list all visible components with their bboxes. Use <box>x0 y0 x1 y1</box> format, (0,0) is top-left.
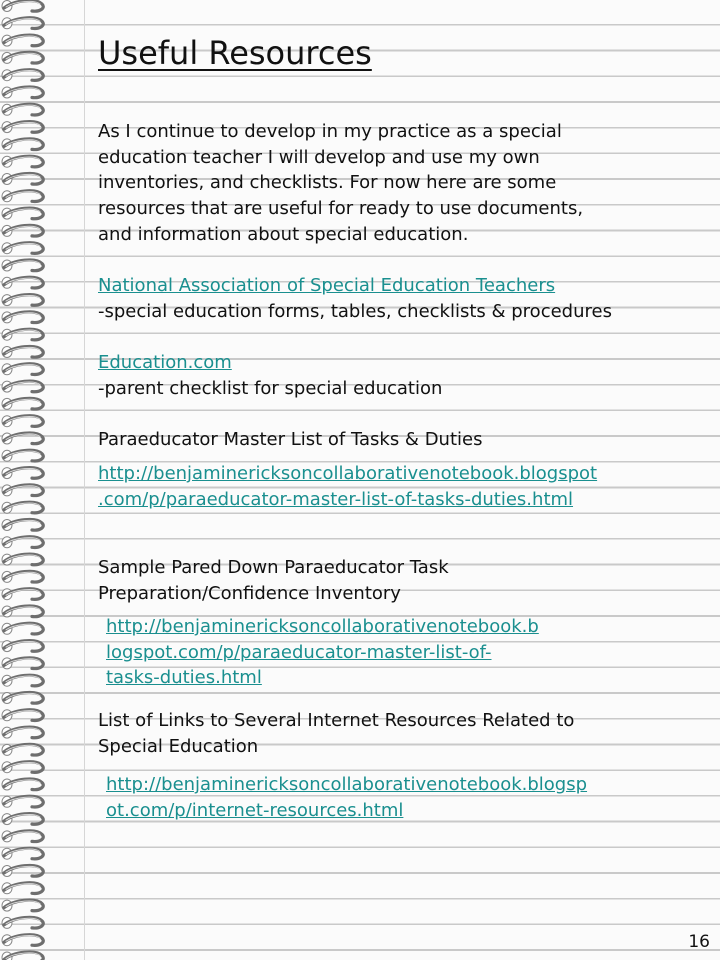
resource-internet-heading <box>98 708 574 759</box>
resource-education-com <box>98 350 442 401</box>
spiral-binding-icon <box>0 0 60 960</box>
education-com-link[interactable]: Education.com <box>98 352 232 373</box>
url-line: logspot.com/p/paraeducator-master-list-of- <box>106 641 492 663</box>
url-line: http://benjaminericksoncollaborativenotebook.blogspot <box>98 463 598 484</box>
margin-line <box>84 0 85 960</box>
url-line: .com/p/paraeducator-master-list-of-tasks-duties.html <box>98 488 574 510</box>
resource-inventory-heading <box>98 555 449 606</box>
url-line: http://benjaminericksoncollaborativenotebook.blogsp <box>106 774 588 795</box>
naset-description: -special education forms, tables, checklists & procedures <box>98 300 612 322</box>
intro-line: and information about special education. <box>98 223 469 245</box>
url-line: tasks-duties.html <box>106 667 262 689</box>
intro-line: education teacher I will develop and use my own <box>98 146 540 168</box>
page-number: 16 <box>688 932 710 952</box>
master-list-url[interactable] <box>98 461 597 512</box>
heading-line: List of Links to Several Internet Resources Related to <box>98 710 575 731</box>
resource-master-list-heading: Paraeducator Master List of Tasks & Duties <box>98 429 483 450</box>
intro-paragraph <box>98 119 583 248</box>
url-line: ot.com/p/internet-resources.html <box>106 799 404 821</box>
education-com-description: -parent checklist for special education <box>98 377 443 399</box>
intro-line: As I continue to develop in my practice as a special <box>98 121 562 142</box>
heading-line: Special Education <box>98 735 259 757</box>
intro-line: resources that are useful for ready to use documents, <box>98 198 584 220</box>
naset-link[interactable]: National Association of Special Education Teachers <box>98 275 556 296</box>
internet-resources-url[interactable] <box>106 772 587 823</box>
intro-line: inventories, and checklists. For now here are some <box>98 172 557 194</box>
page-title: Useful Resources <box>98 34 372 72</box>
url-line: http://benjaminericksoncollaborativenotebook.b <box>106 616 539 637</box>
resource-naset <box>98 273 612 324</box>
heading-line: Preparation/Confidence Inventory <box>98 582 401 604</box>
inventory-url[interactable] <box>106 614 539 691</box>
heading-line: Sample Pared Down Paraeducator Task <box>98 557 449 578</box>
